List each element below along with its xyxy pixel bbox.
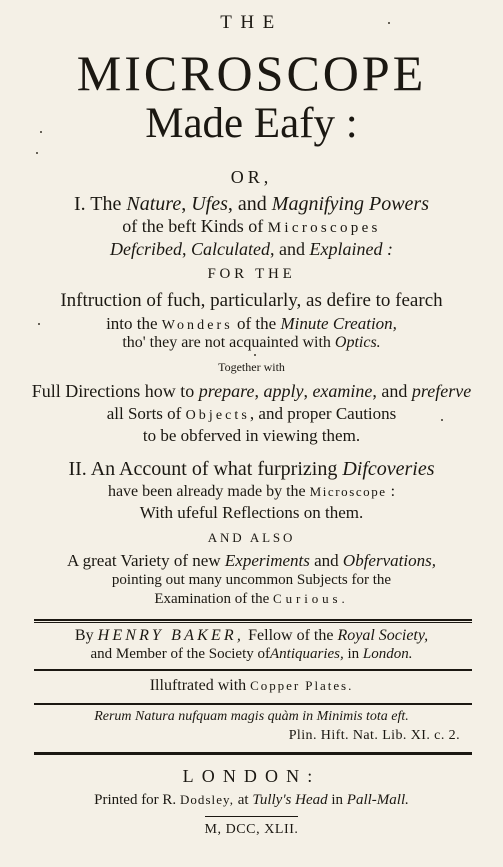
motto-line2: Plin. Hift. Nat. Lib. XI. c. 2. — [288, 728, 460, 743]
variety-line3 — [0, 591, 503, 608]
motto-line1: Rerum Natura nufquam magis quàm in Minimis tota eft. — [94, 709, 409, 724]
directions-line2 — [0, 404, 503, 424]
text-span: Royal Society, — [337, 627, 429, 644]
rule-below-author — [34, 669, 472, 671]
paper-speck — [388, 22, 390, 24]
for-the-line: FOR THE — [207, 266, 296, 282]
text-span: An Account of what furprizing — [90, 458, 338, 480]
text-span: , and proper Cautions — [249, 404, 397, 423]
text-span: Tully's Head — [252, 792, 328, 808]
paper-speck — [40, 131, 42, 133]
double-rule-top — [34, 619, 472, 621]
the-heading: THE — [220, 12, 283, 33]
instruction-line1: Inftruction of fuch, particularly, as defire to fearch — [60, 290, 443, 311]
text-span: Microscope — [309, 484, 387, 499]
text-span: Pall-Mall. — [346, 792, 409, 808]
text-span: , — [181, 193, 192, 215]
text-span: of the beft Kinds of — [122, 216, 264, 236]
text-span: preferve — [411, 381, 472, 401]
main-title: MICROSCOPE — [76, 45, 427, 101]
text-span: tho' they are not acquainted with — [122, 334, 331, 351]
paper-speck — [36, 152, 38, 154]
text-span: Experiments — [224, 551, 310, 570]
text-span: Full Directions how to — [31, 381, 195, 401]
text-span: have been already made by the — [107, 483, 306, 500]
text-span: Explained : — [309, 239, 393, 259]
text-span: Fellow of the — [248, 627, 334, 644]
text-span: Minute Creation, — [280, 314, 397, 333]
text-span: into the — [106, 314, 158, 333]
text-span: , and — [372, 381, 408, 401]
text-span: Magnifying Powers — [271, 193, 429, 215]
text-span: Antiquaries, — [270, 646, 344, 662]
text-span: and — [314, 551, 339, 570]
double-rule-top-thin — [34, 622, 472, 623]
part2-line1 — [0, 458, 503, 481]
text-span: at — [237, 792, 249, 808]
text-span: London. — [362, 646, 413, 662]
text-span: By — [74, 627, 94, 644]
part1-numeral: I. — [73, 193, 86, 215]
text-span: Nature — [126, 193, 182, 215]
text-span: and Member of the Society of — [90, 646, 270, 662]
and-also-line: AND ALSO — [207, 530, 296, 545]
text-span: , and — [270, 239, 305, 259]
text-span: , — [182, 239, 187, 259]
subtitle: Made Eafy : — [145, 100, 358, 147]
text-span: Microscopes — [267, 220, 381, 236]
paper-speck — [441, 419, 443, 421]
text-span: Examination of the — [154, 591, 270, 607]
text-span: Calculated — [191, 239, 270, 259]
directions-line3: to be obferved in viewing them. — [142, 426, 361, 445]
text-span: , — [303, 381, 308, 401]
text-span: The — [90, 193, 122, 215]
text-span: A great Variety of new — [67, 551, 221, 570]
text-span: Dodsley, — [179, 792, 234, 807]
text-span: , — [254, 381, 259, 401]
text-span: Defcribed — [110, 239, 182, 259]
imprint-printer — [0, 792, 503, 809]
short-rule — [205, 816, 298, 817]
part1-line2 — [0, 216, 503, 237]
or-line: OR, — [230, 167, 273, 187]
text-span: , and — [227, 193, 267, 215]
text-span: of the — [237, 314, 277, 333]
text-span: prepare — [198, 381, 255, 401]
imprint-date: M, DCC, XLII. — [204, 822, 299, 837]
directions-line1 — [0, 381, 503, 402]
text-span: Difcoveries — [342, 458, 435, 480]
text-span: Copper Plates. — [250, 678, 354, 693]
variety-line1 — [0, 551, 503, 571]
text-span: apply — [263, 381, 304, 401]
rule-above-imprint — [34, 752, 472, 755]
part2-numeral: II. — [68, 458, 87, 480]
part2-line2 — [0, 483, 503, 501]
instruction-line2 — [0, 314, 503, 334]
text-span: examine — [312, 381, 373, 401]
variety-line2: pointing out many uncommon Subjects for the — [111, 572, 392, 588]
part2-line3: With ufeful Reflections on them. — [139, 503, 364, 522]
text-span: Optics. — [334, 334, 381, 351]
text-span: Objects — [185, 408, 250, 423]
together-with: Together with — [218, 360, 285, 374]
rule-below-illustrated — [34, 703, 472, 705]
author-line1 — [0, 627, 503, 645]
paper-speck — [38, 323, 40, 325]
text-span: all Sorts of — [106, 404, 182, 423]
imprint-city: LONDON: — [182, 766, 321, 786]
text-span: in — [347, 646, 360, 662]
text-span: Obfervations, — [342, 551, 436, 570]
part1-line1 — [0, 193, 503, 216]
text-span: Printed for R. — [94, 792, 177, 808]
text-span: Wonders — [161, 318, 233, 333]
part1-line3 — [0, 239, 503, 260]
text-span: Ufes — [191, 193, 228, 215]
text-span: : — [390, 483, 396, 500]
author-line2 — [0, 646, 503, 663]
illustrated-line — [0, 677, 503, 695]
text-span: Curious. — [273, 591, 349, 606]
text-span: Illuftrated with — [149, 677, 247, 694]
instruction-line3 — [0, 334, 503, 352]
paper-speck — [254, 354, 256, 356]
author-name: HENRY BAKER, — [97, 627, 245, 644]
text-span: in — [331, 792, 344, 808]
